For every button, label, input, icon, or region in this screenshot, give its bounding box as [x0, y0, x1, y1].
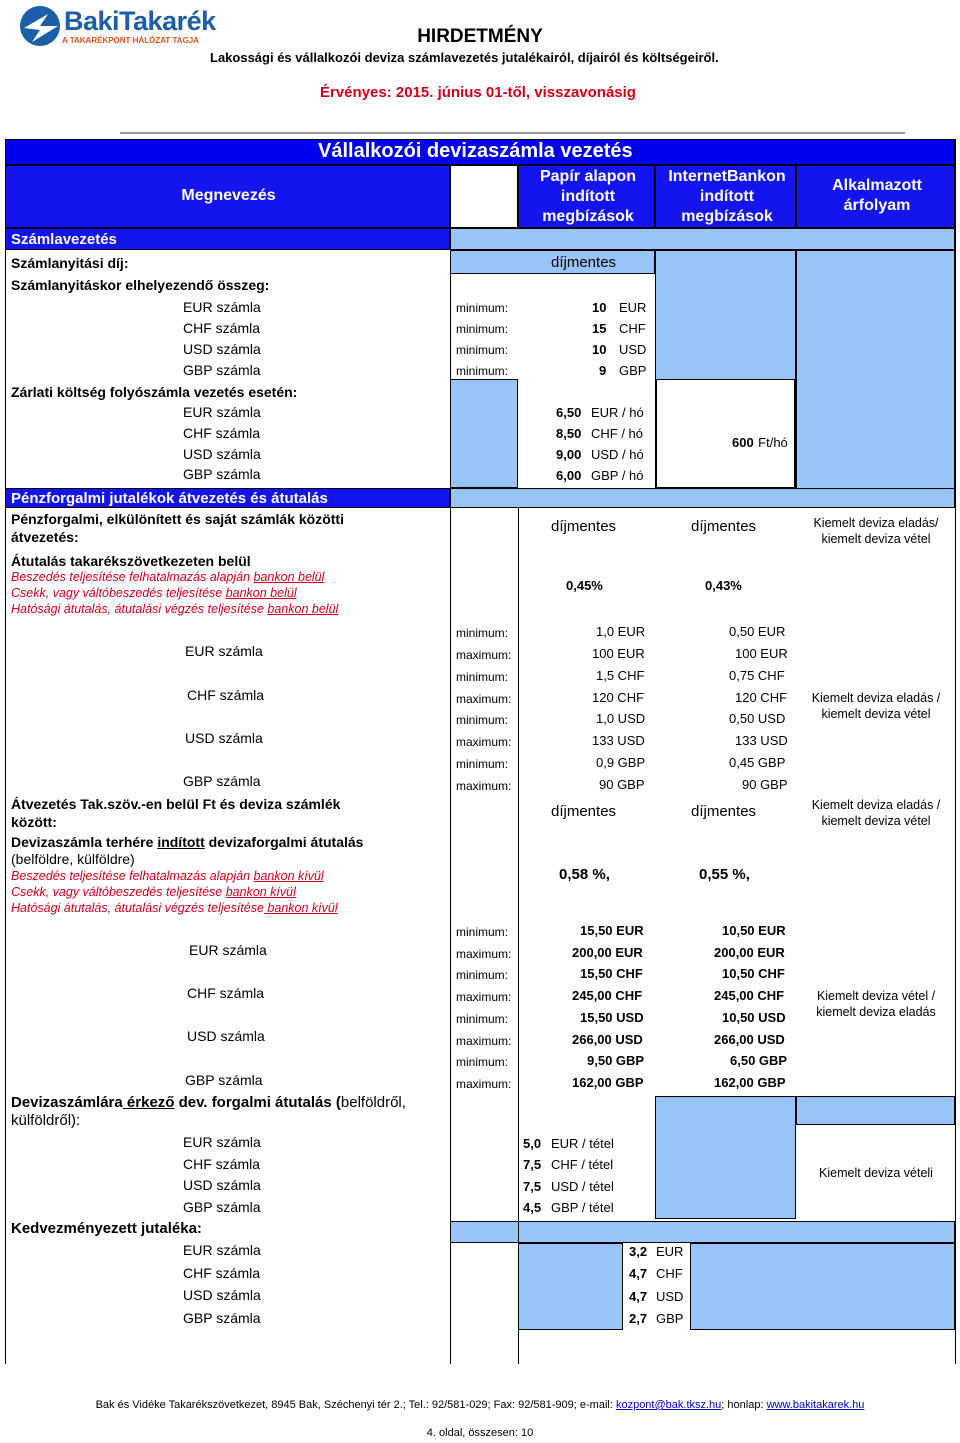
external-transfer-label: Devizaszámla terhére indított devizaforgalmi átutalás [11, 834, 364, 850]
footer-web-link[interactable]: www.bakitakarek.hu [766, 1399, 865, 1411]
beneficiary-label: Kedvezményezett jutaléka: [11, 1220, 202, 1237]
col-header-name: Megnevezés [5, 165, 450, 228]
brand-tagline: A TAKARÉKPONT HÁLÓZAT TAGJA [62, 36, 200, 45]
table-title: Vállalkozói devizaszámla vezetés [318, 140, 633, 162]
footer-address: Bak és Vidéke Takarékszövetkezet, 8945 Bak, Széchenyi tér 2.; Tel.: 92/581-029; Fax: 92/581-909; e-mail: kozpont@bak.tksz.hu; honlap: www.bakitakarek.hu [95, 1399, 865, 1411]
ft-rate: Kiemelt deviza eladás / kiemelt deviza vétel [811, 798, 941, 828]
closing-usd-value: 9,00 [556, 447, 582, 462]
internal-transfer-label: Átutalás takarékszövetkezeten belül [11, 553, 251, 569]
internal-pct-paper: 0,45% [566, 578, 603, 593]
deposit-gbp-value: 9 [599, 363, 607, 378]
separate-internet: díjmentes [691, 518, 757, 535]
deposit-usd-value: 10 [592, 342, 607, 357]
internal-rate: Kiemelt deviza eladás / kiemelt deviza vétel [811, 691, 941, 721]
table-title-bar [5, 139, 955, 165]
closing-fee-label: Zárlati költség folyószámla vezetés esetén: [11, 384, 298, 400]
separate-transfer-label: Pénzforgalmi, elkülönített és saját számlák közötti [11, 511, 344, 527]
page-title: HIRDETMÉNY [417, 26, 543, 47]
opening-fee-value: díjmentes [551, 254, 617, 271]
incoming-rate: Kiemelt deviza vételi [819, 1166, 933, 1180]
separate-rate: Kiemelt deviza eladás/ kiemelt deviza vétel [813, 516, 939, 546]
ft-transfer-label: Átvezetés Tak.szöv.-en belül Ft és deviza számlék [11, 796, 341, 812]
internal-pct-internet: 0,43% [705, 578, 742, 593]
external-rate: Kiemelt deviza vétel / kiemelt deviza eladás [816, 989, 936, 1019]
deposit-gbp-label: GBP számla [183, 362, 261, 378]
footer-email-link[interactable]: kozpont@bak.tksz.hu [615, 1399, 722, 1411]
closing-chf-value: 8,50 [556, 426, 582, 441]
col-header-paper: Papír alapon indított megbízások [518, 165, 655, 228]
incoming-transfer-label: Devizaszámlára érkező dev. forgalmi átutalás (belföldről, [11, 1094, 406, 1111]
brand-name: BakiTakarék [64, 6, 216, 36]
valid-from: Érvényes: 2015. június 01-től, visszavonásig [320, 84, 636, 101]
deposit-chf-value: 15 [592, 321, 607, 336]
closing-internet-value: 600 Ft/hó [732, 435, 788, 450]
closing-eur-value: 6,50 [556, 405, 582, 420]
separate-paper: díjmentes [551, 518, 617, 535]
header-divider [120, 132, 905, 134]
deposit-eur-label: EUR számla [183, 299, 261, 315]
opening-deposit-label: Számlanyitáskor elhelyezendő összeg: [11, 277, 270, 293]
deposit-usd-label: USD számla [183, 341, 261, 357]
page-subtitle: Lakossági és vállalkozói deviza számlavezetés jutalékairól, díjairól és költségeiről. [210, 50, 719, 65]
section-account-keeping: Számlavezetés [5, 228, 450, 250]
opening-fee-label: Számlanyitási díj: [11, 255, 129, 271]
external-pct-paper: 0,58 %, [559, 866, 610, 883]
ft-internet: díjmentes [691, 803, 757, 820]
deposit-eur-value: 10 [592, 300, 607, 315]
closing-gbp-value: 6,00 [556, 468, 582, 483]
ft-paper: díjmentes [551, 803, 617, 820]
page-number: 4. oldal, összesen: 10 [426, 1427, 534, 1439]
col-header-internet: InternetBankon indított megbízások [655, 165, 796, 228]
deposit-chf-label: CHF számla [183, 320, 261, 336]
external-pct-internet: 0,55 %, [699, 866, 750, 883]
section-payment-fees: Pénzforgalmi jutalékok átvezetés és átutalás [5, 488, 450, 508]
col-header-rate: Alkalmazott árfolyam [796, 165, 955, 228]
